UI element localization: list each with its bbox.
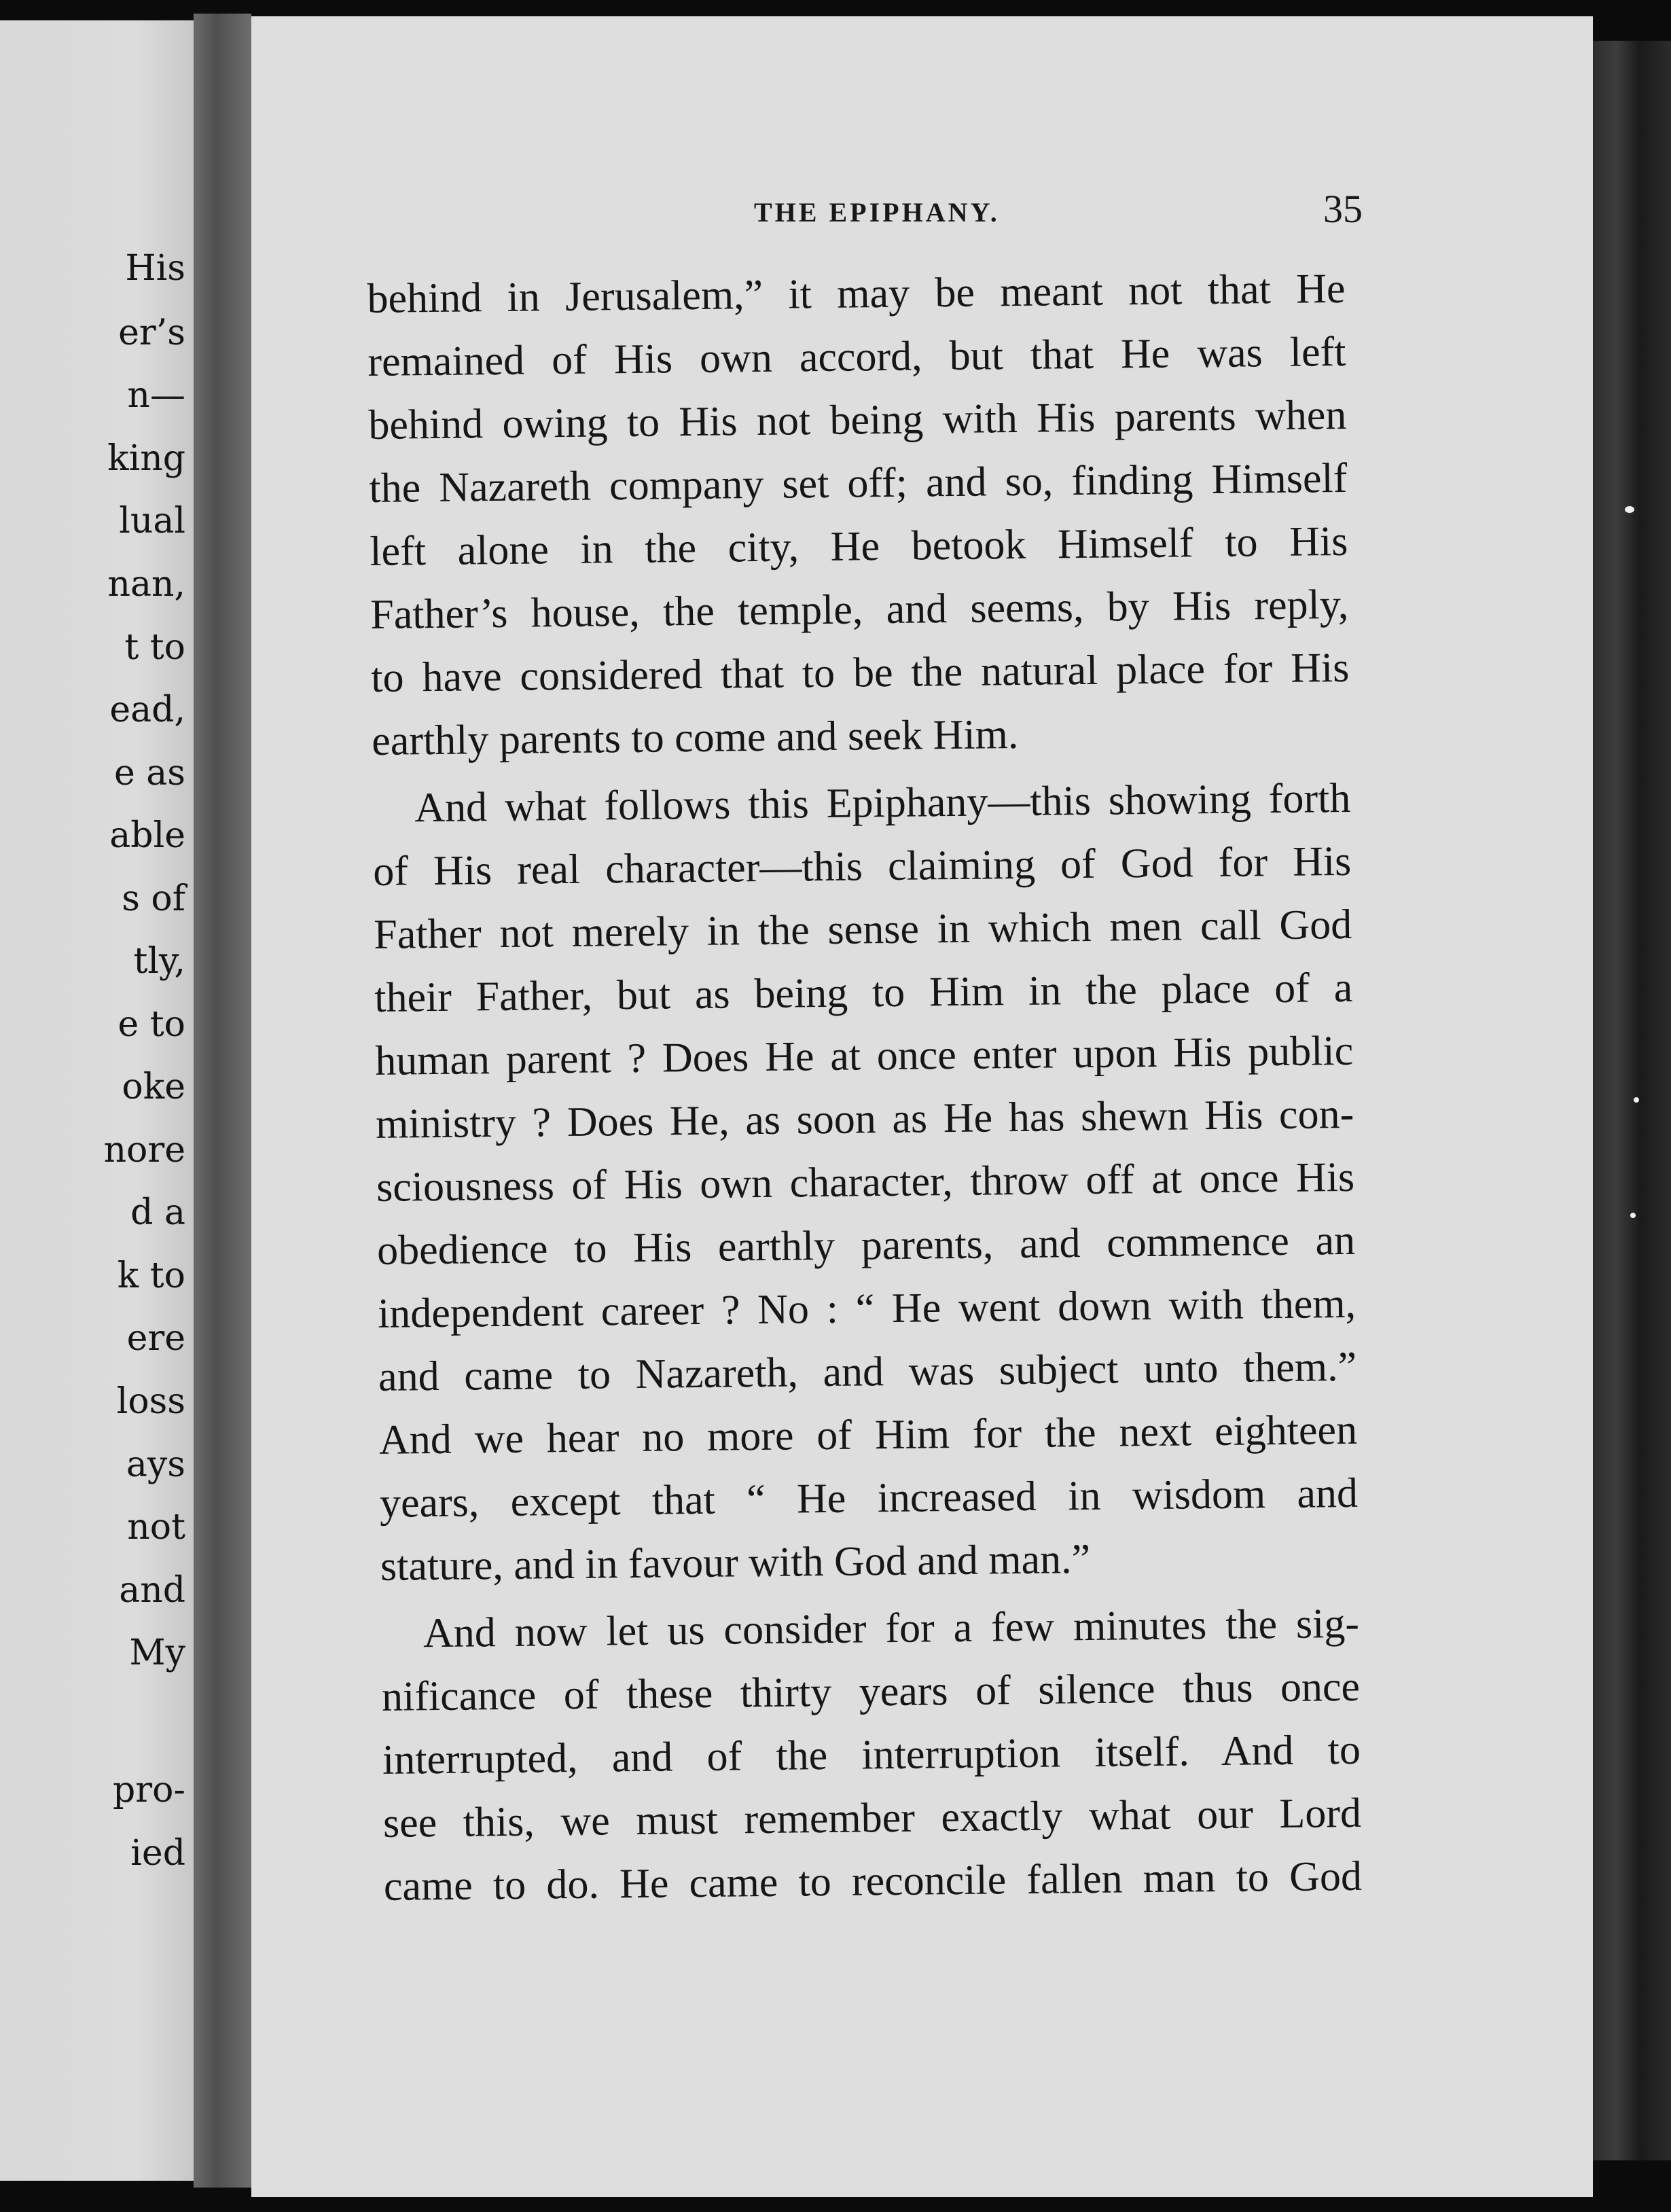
text-line: And now let us consider for a few minutes the sig- — [423, 1600, 1360, 1657]
text-line: of His real character—this claiming of God for His — [372, 838, 1352, 895]
text-line: behind in Jerusalem,” it may be meant not that He — [367, 265, 1346, 322]
left-page-fragment: able — [109, 815, 185, 856]
page-edge — [1593, 41, 1671, 2160]
paragraph — [367, 257, 1350, 773]
text-line: came to do. He came to reconcile fallen man to God — [383, 1853, 1363, 1910]
scan-speck — [1630, 1213, 1636, 1218]
text-line: obedience to His earthly parents, and commence an — [376, 1217, 1356, 1274]
text-line: the Nazareth company set off; and so, finding Himself — [369, 454, 1348, 512]
text-line: interrupted, and of the interruption itself. And to — [382, 1726, 1361, 1783]
left-page-fragment: k to — [117, 1255, 185, 1296]
paragraph — [381, 1592, 1363, 1919]
text-line: behind owing to His not being with His parents when — [368, 391, 1347, 448]
left-page-fragment: nan, — [107, 564, 185, 605]
page-number: 35 — [1323, 187, 1363, 231]
left-page-fragment: not — [127, 1507, 185, 1548]
text-line: And we hear no more of Him for the next eighteen — [378, 1406, 1358, 1463]
text-line: see this, we must remember exactly what our Lord — [382, 1789, 1362, 1847]
left-page-fragment: e as — [114, 753, 185, 793]
text-line: nificance of these thirty years of silence thus once — [381, 1663, 1361, 1720]
scan-speck — [1634, 1097, 1639, 1103]
book-gutter — [194, 14, 251, 2188]
text-line: And what follows this Epiphany—this showing forth — [414, 774, 1351, 832]
left-page-fragment: t to — [124, 627, 185, 668]
left-page-fragment: er’s — [118, 313, 185, 353]
paragraph — [372, 767, 1359, 1599]
text-line: their Father, but as being to Him in the place of a — [374, 964, 1353, 1021]
left-page-fragment: ied — [130, 1833, 185, 1874]
left-page-fragment: tly, — [133, 941, 185, 982]
right-page — [251, 16, 1593, 2197]
left-page-fragment: My — [129, 1633, 185, 1673]
left-page-fragment: His — [125, 248, 185, 289]
left-page-fragment: ays — [126, 1444, 185, 1485]
left-page-fragment: nore — [103, 1130, 185, 1171]
body-text — [367, 257, 1362, 1923]
scan-speck — [1625, 506, 1634, 513]
left-page-fragment: n— — [127, 375, 185, 416]
text-line: stature, and in favour with God and man.” — [380, 1535, 1091, 1590]
text-line: earthly parents to come and seek Him. — [371, 711, 1019, 764]
running-head — [251, 186, 1593, 240]
text-line: remained of His own accord, but that He was left — [367, 328, 1346, 385]
left-page-fragment: ead, — [109, 690, 185, 730]
left-page-fragment: loss — [116, 1381, 185, 1422]
left-page-fragment: oke — [122, 1067, 185, 1107]
left-page-fragment: pro- — [112, 1770, 185, 1810]
text-line: Father not merely in the sense in which men call God — [373, 901, 1352, 958]
running-head-title: THE EPIPHANY. — [754, 197, 1000, 228]
left-page-fragment: lual — [119, 501, 185, 541]
left-page-fragment: and — [119, 1570, 185, 1611]
left-page-fragment: d a — [130, 1192, 185, 1233]
text-line: to have considered that to be the natural place for His — [370, 644, 1350, 701]
left-facing-page — [0, 20, 194, 2181]
text-line: independent career ? No : “ He went down with them, — [377, 1280, 1356, 1337]
text-line: and came to Nazareth, and was subject unto them.” — [378, 1343, 1357, 1400]
text-line: sciousness of His own character, throw off at once His — [376, 1154, 1355, 1211]
text-line: left alone in the city, He betook Himself to His — [370, 518, 1348, 575]
left-page-fragment: ere — [126, 1318, 185, 1359]
left-page-fragment: e to — [118, 1004, 185, 1045]
text-line: human parent ? Does He at once enter upon His public — [374, 1027, 1354, 1084]
text-line: years, except that “ He increased in wisdom and — [379, 1469, 1359, 1527]
left-page-fragment: s of — [122, 878, 185, 919]
text-line: ministry ? Does He, as soon as He has shewn His con- — [375, 1090, 1354, 1147]
left-page-fragment: king — [107, 438, 185, 479]
text-line: Father’s house, the temple, and seems, by His reply, — [370, 581, 1349, 638]
